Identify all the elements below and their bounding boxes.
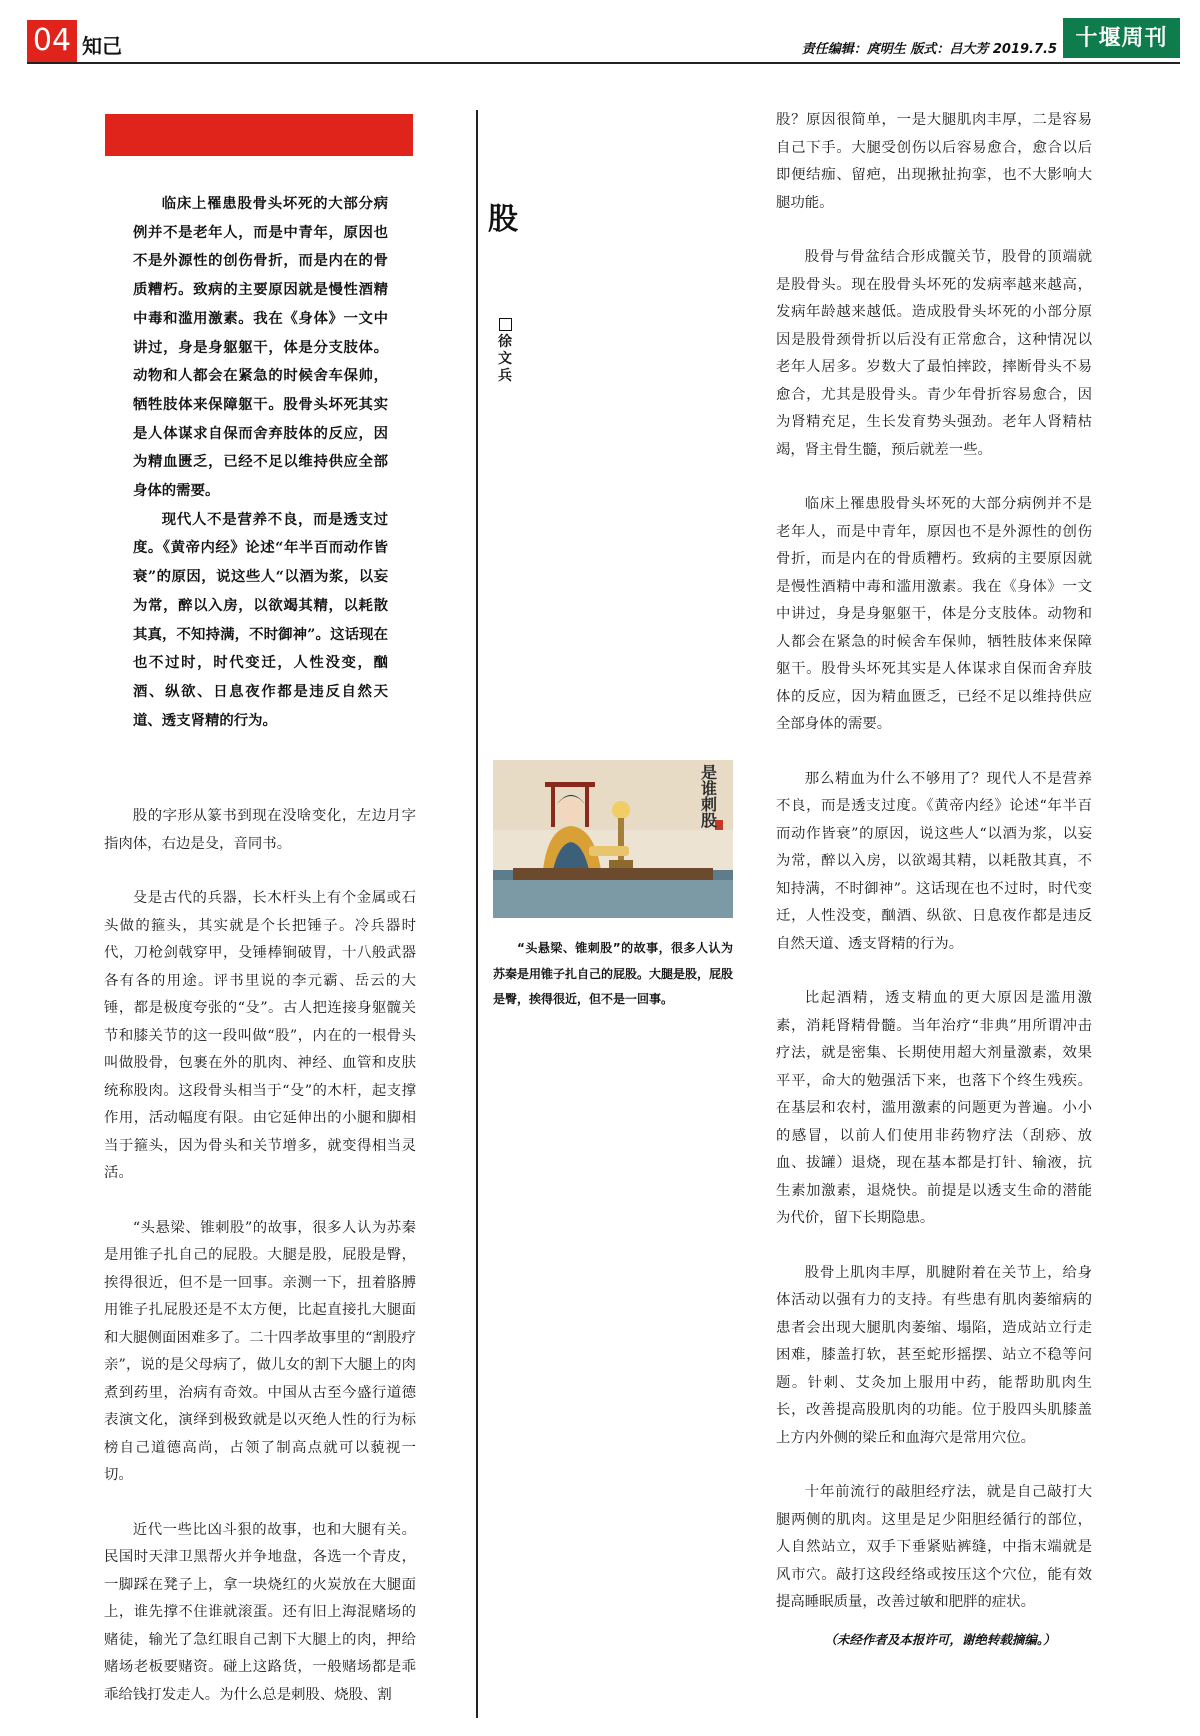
left-column: [104, 803, 416, 1736]
illustration: [493, 760, 733, 918]
body-paragraph: 十年前流行的敲胆经疗法，就是自己敲打大腿两侧的肌肉。这里是足少阳胆经循行的部位，人自然站立，双手下垂紧贴裤缝，中指末端就是风市穴。敲打这段经络或按压这个穴位，能有效提高睡眠质量，改善过敏和肥胖的症状。: [776, 1484, 1092, 1610]
byline-box-icon: [499, 318, 512, 331]
masthead-logo: 十堰周刊: [1063, 18, 1180, 58]
figure-caption: [493, 936, 733, 1013]
body-paragraph: 股骨与骨盆结合形成髋关节，股骨的顶端就是股骨头。现在股骨头坏死的发病率越来越高，发病年龄越来越低。造成股骨头坏死的小部分原因是股骨颈骨折以后没有正常愈合，这种情况以老年人居多。岁数大了最怕摔跤，摔断骨头不易愈合，尤其是股骨头。青少年骨折容易愈合，因为肾精充足，生长发育势头强劲。老年人肾精枯竭，肾主骨生髓，预后就差一些。: [776, 249, 1092, 458]
intro-summary: [133, 190, 388, 735]
body-paragraph: 股骨上肌肉丰厚，肌腱附着在关节上，给身体活动以强有力的支持。有些患有肌肉萎缩病的患者会出现大腿肌肉萎缩、塌陷，造成站立行走困难，膝盖打软，甚至蛇形摇摆、站立不稳等问题。针刺、艾灸加上服用中药，能帮助肌肉生长，改善提高股肌肉的功能。位于股四头肌膝盖上方内外侧的梁丘和血海穴是常用穴位。: [776, 1264, 1092, 1446]
author-char: 文: [498, 351, 512, 367]
header-rule: [27, 62, 1180, 64]
author-byline: [496, 318, 514, 385]
calligraphy-text: 是谁刺股: [698, 764, 718, 828]
editor-credits: 责任编辑：庹明生 版式：吕大芳 2019.7.5: [801, 42, 1057, 57]
page-number: 04: [27, 20, 77, 62]
author-char: 徐: [498, 334, 512, 350]
copyright-note: （未经作者及本报许可，谢绝转载摘编。）: [824, 1632, 1056, 1647]
intro-paragraph: 临床上罹患股骨头坏死的大部分病例并不是老年人，而是中青年，原因也不是外源性的创伤骨折，而是内在的骨质糟朽。致病的主要原因就是慢性酒精中毒和滥用激素。我在《身体》一文中讲过，身是身躯躯干，体是分支肢体。动物和人都会在紧急的时候舍车保帅，牺牲肢体来保障躯干。股骨头坏死其实是人体谋求自保而舍弃肢体的反应，因为精血匮乏，已经不足以维持供应全部身体的需要。: [133, 195, 388, 500]
body-paragraph: 股的字形从篆书到现在没啥变化，左边月字指肉体，右边是殳，音同书。: [104, 808, 416, 852]
right-column: [776, 107, 1092, 1644]
body-paragraph: 股？原因很简单，一是大腿肌肉丰厚，二是容易自己下手。大腿受创伤以后容易愈合，愈合以后即便结痂、留疤，出现揪扯拘挛，也不大影响大腿功能。: [776, 112, 1092, 211]
illustration-painting: [493, 760, 733, 918]
section-name: 知己: [82, 34, 122, 58]
red-banner: [105, 114, 413, 156]
body-paragraph: 那么精血为什么不够用了？现代人不是营养不良，而是透支过度。《黄帝内经》论述“年半百而动作皆衰”的原因，说这些人“以酒为浆，以妄为常，醉以入房，以欲竭其精，以耗散其真，不知持满，不时御神”。这话现在也不过时，时代变迁，人性没变，酗酒、纵欲、日息夜作都是违反自然天道、透支肾精的行为。: [776, 770, 1092, 952]
body-paragraph: 殳是古代的兵器，长木杆头上有个金属或石头做的箍头，其实就是个长把锤子。冷兵器时代，刀枪剑戟穿甲，殳锤棒锏破胃，十八般武器各有各的用途。评书里说的李元霸、岳云的大锤，都是极度夸张的“殳”。古人把连接身躯髋关节和膝关节的这一段叫做“股”，内在的一根骨头叫做股骨，包裹在外的肌肉、神经、血管和皮肤统称股肉。这段骨头相当于“殳”的木杆，起支撑作用，活动幅度有限。由它延伸出的小腿和脚相当于箍头，因为骨头和关节增多，就变得相当灵活。: [104, 890, 416, 1181]
intro-paragraph: 现代人不是营养不良，而是透支过度。《黄帝内经》论述“年半百而动作皆衰”的原因，说这些人“以酒为浆，以妄为常，醉以入房，以欲竭其精，以耗散其真，不知持满，不时御神”。这话现在也不过时，时代变迁，人性没变，酗酒、纵欲、日息夜作都是违反自然天道、透支肾精的行为。: [133, 510, 388, 729]
article-title: 股: [488, 202, 518, 237]
author-char: 兵: [498, 368, 512, 384]
column-divider: [476, 110, 478, 1718]
body-paragraph: “头悬梁、锥刺股”的故事，很多人认为苏秦是用锥子扎自己的屁股。大腿是股，屁股是臀，挨得很近，但不是一回事。亲测一下，扭着胳膊用锥子扎屁股还是不太方便，比起直接扎大腿面和大腿侧面困难多了。二十四孝故事里的“割股疗亲”，说的是父母病了，做儿女的割下大腿上的肉煮到药里，治病有奇效。中国从古至今盛行道德表演文化，演绎到极致就是以灭绝人性的行为标榜自己道德高尚，占领了制高点就可以藐视一切。: [104, 1219, 416, 1483]
body-paragraph: 比起酒精，透支精血的更大原因是滥用激素，消耗肾精骨髓。当年治疗“非典”用所谓冲击疗法，就是密集、长期使用超大剂量激素，效果平平，命大的勉强活下来，也落下个终生残疾。在基层和农村，滥用激素的问题更为普遍。小小的感冒，以前人们使用非药物疗法（刮痧、放血、拔罐）退烧，现在基本都是打针、输液，抗生素加激素，退烧快。前提是以透支生命的潜能为代价，留下长期隐患。: [776, 990, 1092, 1226]
caption-text: “头悬梁、锥刺股”的故事，很多人认为苏秦是用锥子扎自己的屁股。大腿是股，屁股是臀，挨得很近，但不是一回事。: [493, 941, 734, 1006]
body-paragraph: 近代一些比凶斗狠的故事，也和大腿有关。民国时天津卫黑帮火并争地盘，各选一个青皮，一脚踩在凳子上，拿一块烧红的火炭放在大腿面上，谁先撑不住谁就滚蛋。还有旧上海混赌场的赌徒，输光了急红眼自己割下大腿上的肉，押给赌场老板要赌资。碰上这路货，一般赌场都是乖乖给钱打发走人。为什么总是刺股、烧股、割: [104, 1521, 416, 1703]
body-paragraph: 临床上罹患股骨头坏死的大部分病例并不是老年人，而是中青年，原因也不是外源性的创伤骨折，而是内在的骨质糟朽。致病的主要原因就是慢性酒精中毒和滥用激素。我在《身体》一文中讲过，身是身躯躯干，体是分支肢体。动物和人都会在紧急的时候舍车保帅，牺牲肢体来保障躯干。股骨头坏死其实是人体谋求自保而舍弃肢体的反应，因为精血匮乏，已经不足以维持供应全部身体的需要。: [776, 496, 1092, 732]
